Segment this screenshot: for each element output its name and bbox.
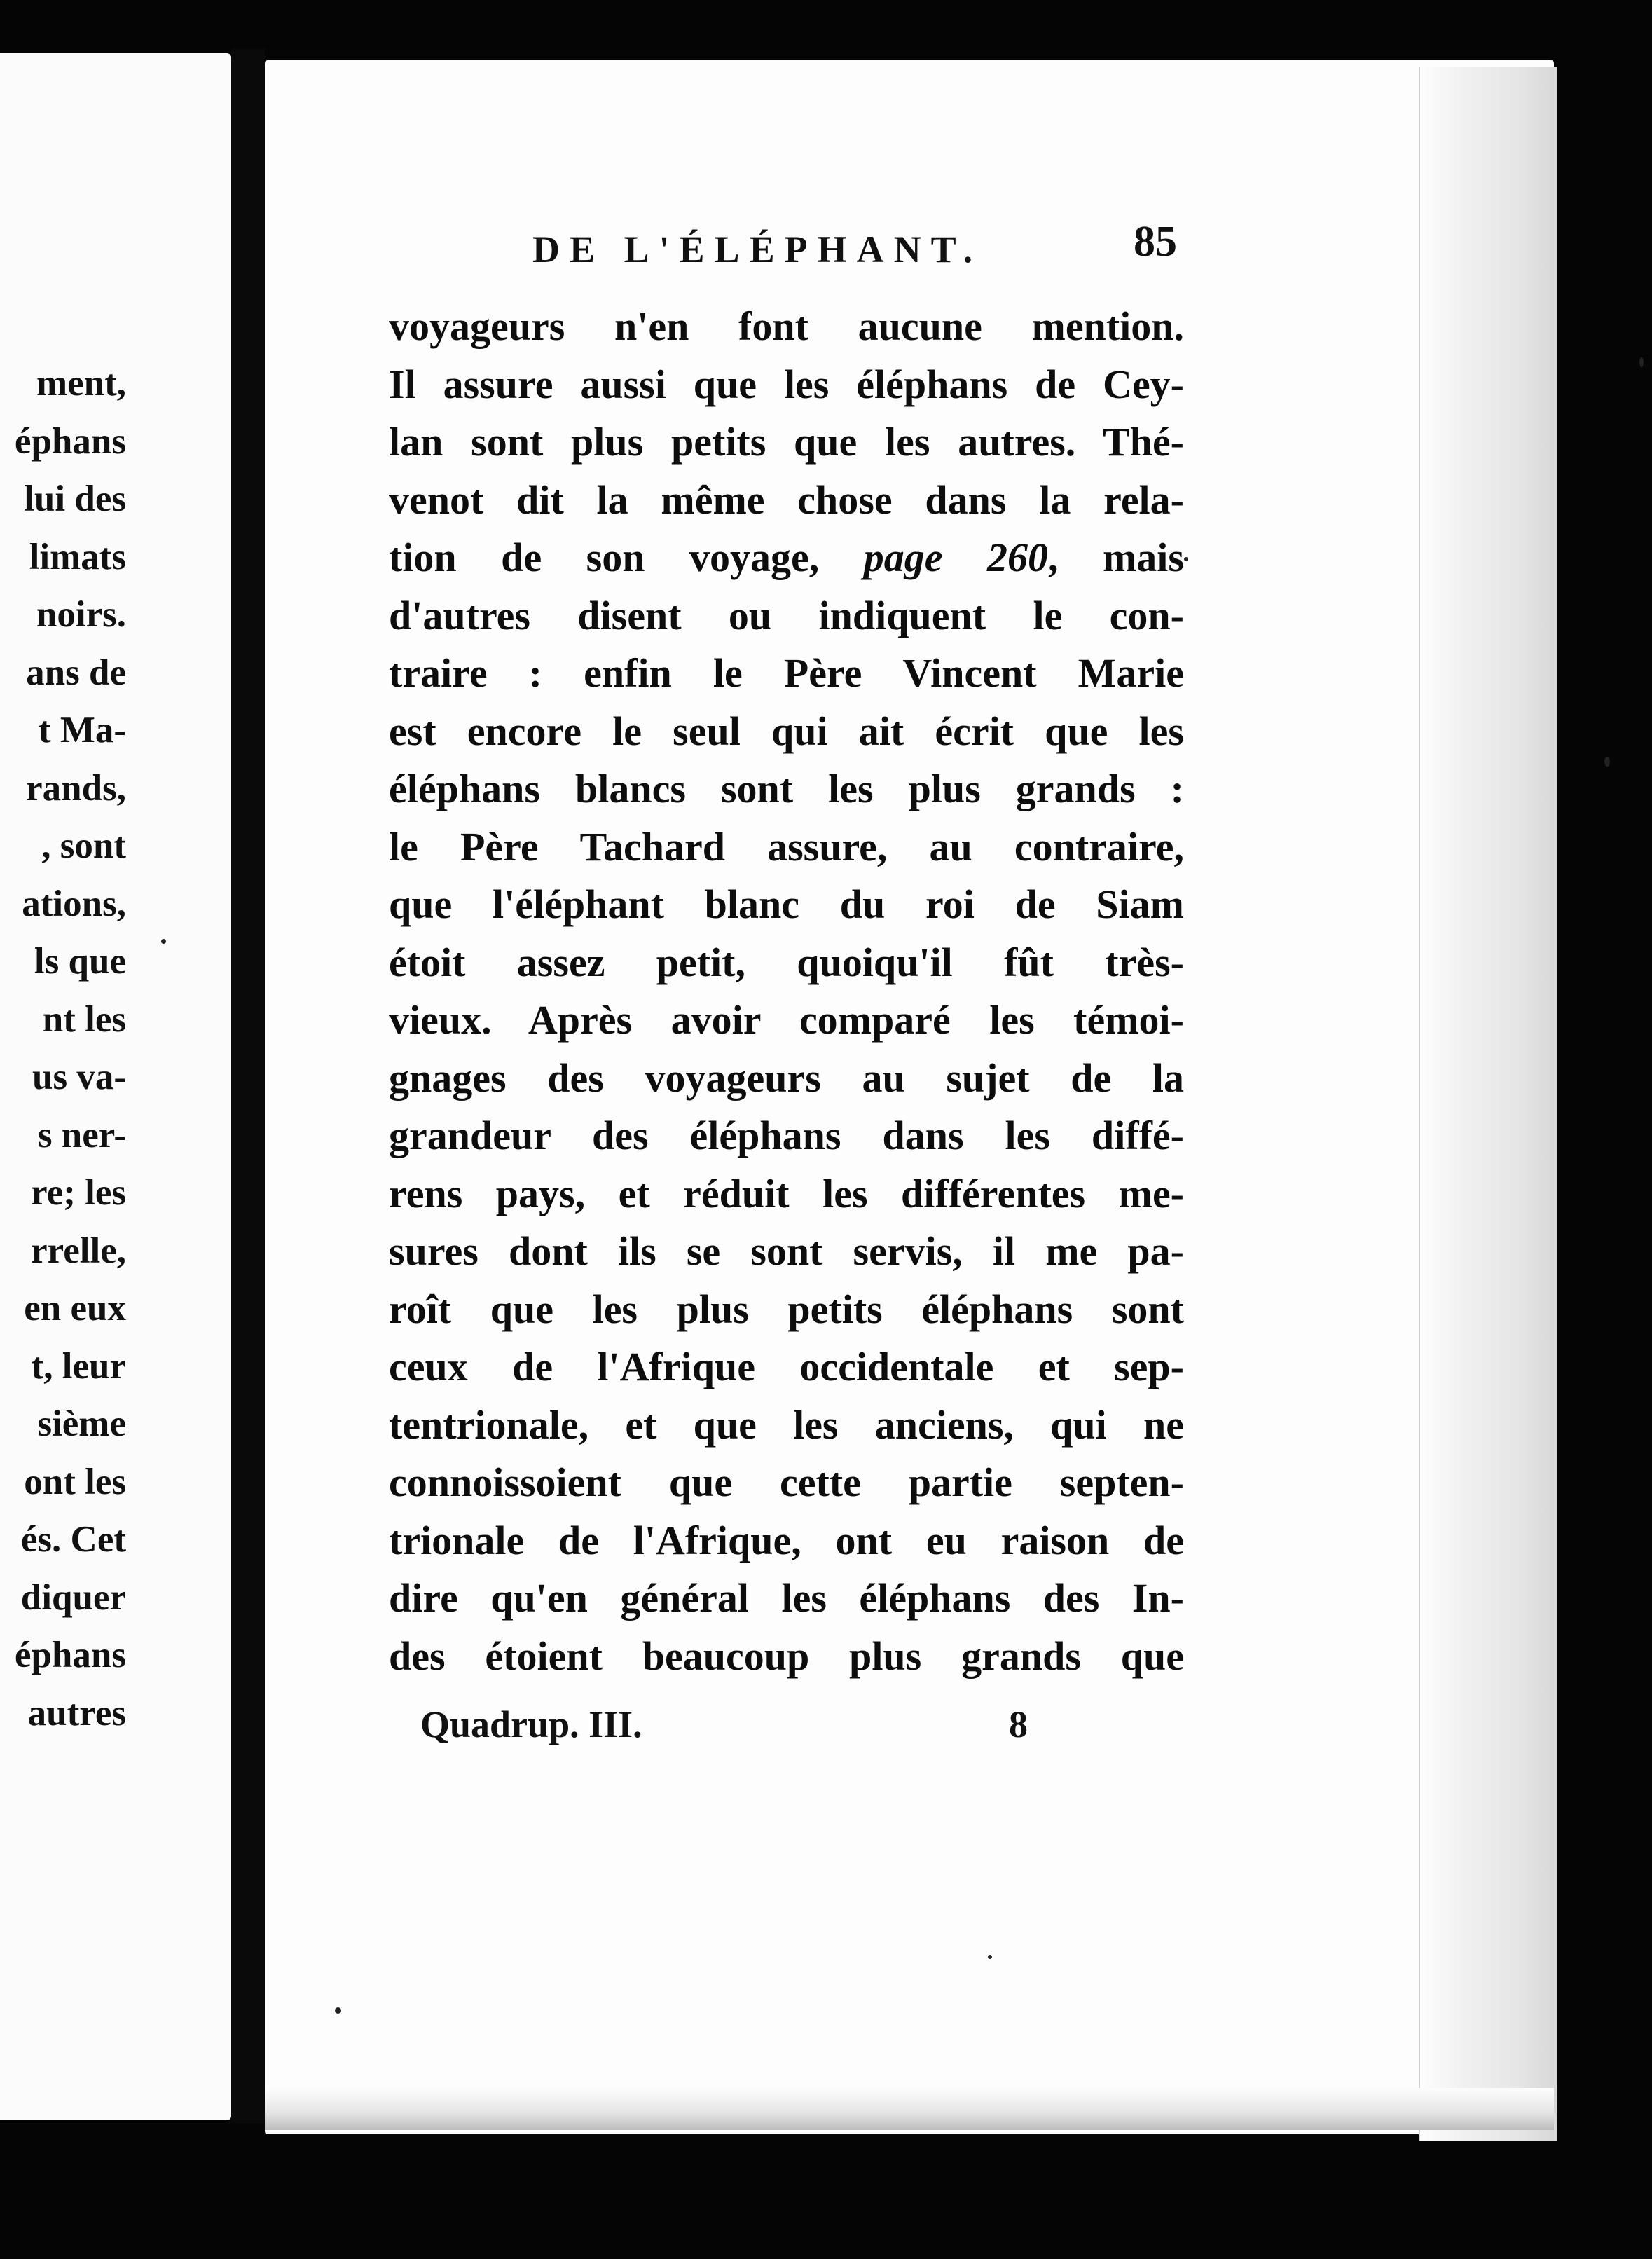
left-line: sième bbox=[37, 1403, 126, 1444]
running-head: DE L'ÉLÉPHANT. bbox=[532, 228, 983, 270]
text-line: d'autres disent ou indiquent le con- bbox=[389, 592, 1184, 638]
text-line: roît que les plus petits éléphans sont bbox=[389, 1286, 1184, 1332]
italic-page-reference: page 260 bbox=[863, 535, 1048, 580]
left-line: ations, bbox=[22, 883, 126, 924]
text-line: des étoient beaucoup plus grands que bbox=[389, 1633, 1184, 1679]
left-line: en eux bbox=[24, 1288, 126, 1328]
text-line: le Père Tachard assure, au contraire, bbox=[389, 823, 1184, 870]
text-line: dire qu'en général les éléphans des In- bbox=[389, 1575, 1184, 1621]
book-gutter bbox=[231, 49, 265, 2123]
left-line: autres bbox=[27, 1692, 126, 1733]
left-line: s ner- bbox=[37, 1114, 126, 1155]
left-line: éphans bbox=[14, 1635, 126, 1675]
text-line: éléphans blancs sont les plus grands : bbox=[389, 766, 1184, 811]
text-line: Il assure aussi que les éléphans de Cey- bbox=[389, 361, 1184, 407]
text-line: étoit assez petit, quoiqu'il fût très- bbox=[389, 939, 1184, 985]
left-line: rands, bbox=[26, 767, 126, 809]
text-line: grandeur des éléphans dans les diffé- bbox=[389, 1113, 1184, 1158]
left-line: ls que bbox=[34, 941, 126, 982]
text-line: rens pays, et réduit les différentes me- bbox=[389, 1170, 1184, 1216]
scan-speck bbox=[161, 939, 166, 944]
left-line: és. Cet bbox=[20, 1519, 126, 1560]
text-line: venot dit la même chose dans la rela- bbox=[389, 476, 1184, 523]
body-text bbox=[389, 298, 1184, 1685]
left-line: re; les bbox=[31, 1172, 126, 1213]
text-line: que l'éléphant blanc du roi de Siam bbox=[389, 881, 1184, 927]
text-line: lan sont plus petits que les autres. Thé- bbox=[389, 419, 1184, 465]
left-line: lui des bbox=[24, 479, 126, 519]
left-line: noirs. bbox=[36, 594, 126, 635]
page-edge-shading bbox=[1419, 67, 1557, 2141]
left-line: limats bbox=[29, 536, 126, 577]
left-line: rrelle, bbox=[31, 1230, 126, 1271]
gathering-number: 8 bbox=[1009, 1703, 1028, 1745]
left-line: ont les bbox=[24, 1461, 126, 1502]
text-line: traire : enfin le Père Vincent Marie bbox=[389, 650, 1184, 696]
text-line-with-italic: tion de son voyage, page 260, mais bbox=[389, 535, 1184, 580]
left-page-text bbox=[0, 355, 126, 1742]
left-line: ment, bbox=[36, 363, 126, 404]
text-line: connoissoient que cette partie septen- bbox=[389, 1460, 1184, 1505]
left-line: éphans bbox=[14, 420, 126, 462]
page-bottom-edge bbox=[265, 2088, 1554, 2130]
text-line: est encore le seul qui ait écrit que les bbox=[389, 708, 1184, 754]
text-line: trionale de l'Afrique, ont eu raison de bbox=[389, 1517, 1184, 1563]
scan-speck bbox=[1184, 557, 1188, 561]
left-line: nt les bbox=[42, 998, 126, 1040]
left-line: t, leur bbox=[31, 1345, 126, 1387]
left-line: t Ma- bbox=[38, 710, 126, 750]
text-line: sures dont ils se sont servis, il me pa- bbox=[389, 1228, 1184, 1274]
text-line: tentrionale, et que les anciens, qui ne bbox=[389, 1401, 1184, 1448]
scan-speck bbox=[1604, 757, 1610, 767]
signature-mark: Quadrup. III. bbox=[420, 1703, 642, 1745]
left-facing-page bbox=[0, 53, 231, 2120]
text-line: voyageurs n'en font aucune mention. bbox=[389, 303, 1184, 349]
text-line: ceux de l'Afrique occidentale et sep- bbox=[389, 1344, 1184, 1389]
left-line: ans de bbox=[26, 652, 126, 693]
text-line: gnages des voyageurs au sujet de la bbox=[389, 1055, 1184, 1101]
text-line: vieux. Après avoir comparé les témoi- bbox=[389, 997, 1184, 1043]
page-number: 85 bbox=[1134, 218, 1177, 266]
left-line: diquer bbox=[20, 1577, 126, 1618]
scan-speck bbox=[335, 2007, 341, 2014]
left-line: , sont bbox=[41, 825, 126, 866]
scan-speck bbox=[1639, 357, 1644, 367]
scan-speck bbox=[988, 1955, 992, 1959]
left-line: us va- bbox=[32, 1057, 126, 1097]
